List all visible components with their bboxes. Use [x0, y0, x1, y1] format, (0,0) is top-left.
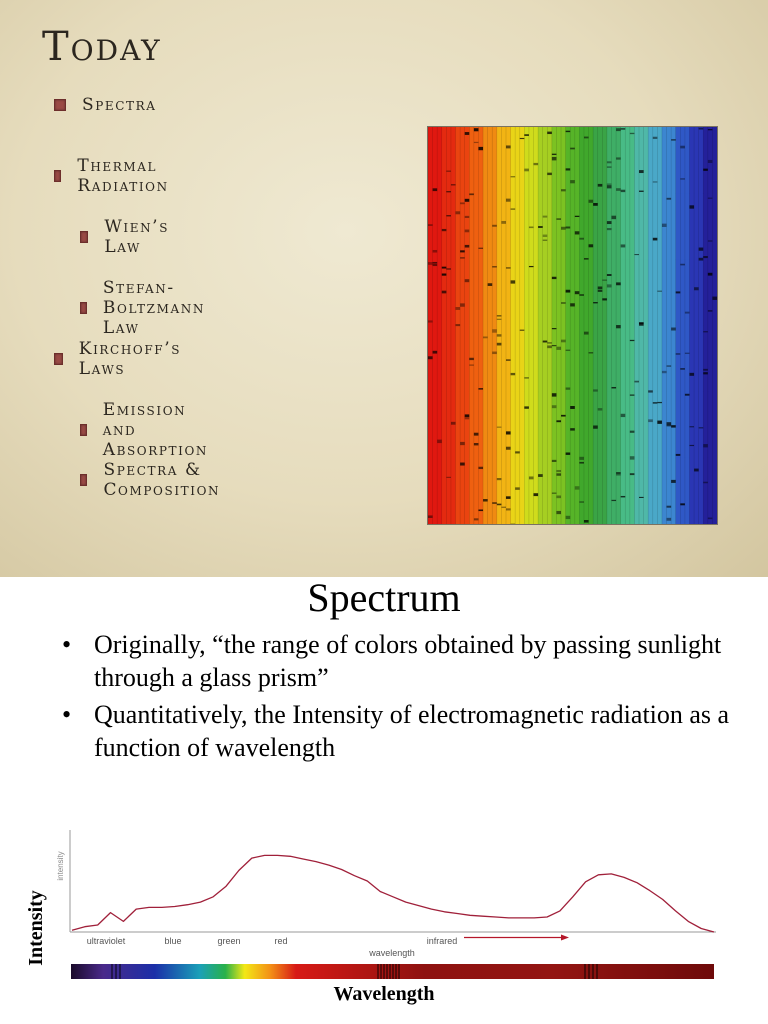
slide2-bullet [62, 628, 742, 694]
bullet-square-icon [80, 474, 87, 486]
y-axis-small-label: intensity [56, 851, 65, 881]
infrared-arrow-icon [464, 935, 569, 941]
slide2-bullet-text: Originally, “the range of colors obtained by passing sunlight through a glass prism” [94, 630, 722, 692]
solar-spectrum-image [427, 126, 718, 525]
intensity-curve [72, 855, 714, 932]
x-tick-label: infrared [426, 936, 458, 946]
x-tick-label: blue [164, 936, 182, 946]
slide2-bullet-list [62, 628, 742, 768]
bullet-dot-icon: • [62, 700, 72, 729]
slide1-bullet-label: Thermal Radiation [77, 156, 169, 196]
x-tick-label: red [274, 936, 288, 946]
slide1-title: Today [42, 24, 162, 70]
slide1-bullet-label: Emission and Absorption [102, 400, 209, 460]
slide1-bullet [80, 460, 225, 500]
y-axis-label: Intensity [25, 890, 47, 966]
slide1-bullet [80, 217, 173, 257]
bullet-square-icon [54, 170, 61, 182]
slide1-bullet-label: Spectra [82, 95, 157, 115]
slide1-bullet [54, 156, 173, 196]
bullet-square-icon [54, 353, 63, 365]
bullet-dot-icon: • [62, 630, 72, 659]
bullet-square-icon [54, 99, 66, 111]
slide1-bullet [54, 95, 157, 115]
slide2-title: Spectrum [307, 575, 461, 620]
x-axis-label: Wavelength [333, 983, 435, 1005]
slide1-bullet-label: Wien’s Law [104, 217, 170, 257]
slide2-bullet [62, 698, 742, 764]
slide1-bullet [54, 339, 184, 379]
bullet-square-icon [80, 231, 88, 243]
bullet-square-icon [80, 424, 87, 436]
bullet-square-icon [80, 302, 87, 314]
slide2-bullet-text: Quantitatively, the Intensity of electromagnetic radiation as a function of wavelength [94, 700, 730, 762]
slide1-bullet-label: Kirchoff’s Laws [78, 339, 182, 379]
x-axis-small-label: wavelength [369, 948, 415, 958]
x-tick-label: green [217, 936, 241, 946]
slide1-bullet-label: Spectra & Composition [103, 460, 221, 500]
slide1-bullet-label: Stefan-Boltzmann Law [102, 278, 205, 338]
x-tick-label: ultraviolet [86, 936, 126, 946]
slide1-bullet [80, 400, 213, 460]
slide1-bullet [80, 278, 210, 338]
